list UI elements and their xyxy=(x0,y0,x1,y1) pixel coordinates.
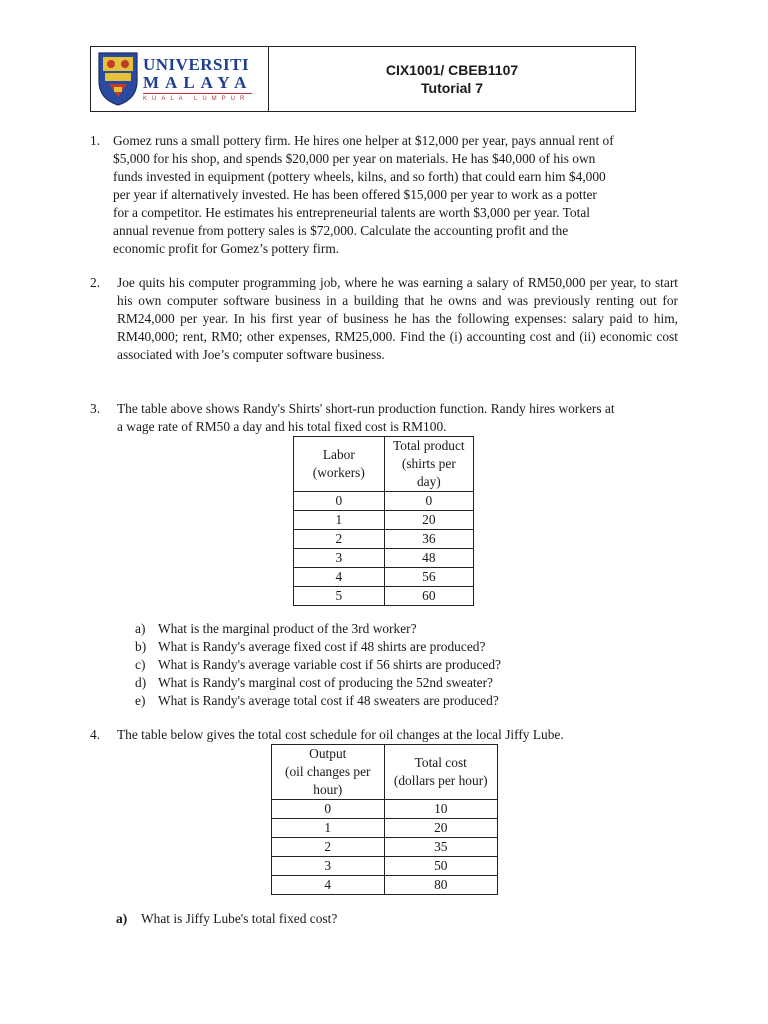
subquestion xyxy=(135,656,501,674)
table-row xyxy=(272,857,498,876)
header-line: Total cost xyxy=(414,755,467,770)
header-line: Output xyxy=(309,746,347,761)
subquestion-label: e) xyxy=(135,693,146,708)
subquestion xyxy=(135,692,501,710)
subquestion-text: What is Jiffy Lube's total fixed cost? xyxy=(141,911,338,926)
table-cell: 1 xyxy=(272,819,385,838)
question-1 xyxy=(90,132,678,258)
table-cell: 3 xyxy=(294,549,385,568)
text-line: for a competitor. He estimates his entrepreneurial talents are worth $3,000 per year. Total xyxy=(113,205,590,220)
question-3 xyxy=(90,400,678,436)
table-header-output xyxy=(272,745,385,800)
question-4-subquestions xyxy=(116,910,337,928)
subquestion xyxy=(135,620,501,638)
text-line: per year if alternatively invested. He has been offered $15,000 per year to work as a potter xyxy=(113,187,597,202)
table-cell: 60 xyxy=(384,587,473,606)
subquestion xyxy=(135,638,501,656)
table-row xyxy=(294,530,474,549)
subquestion xyxy=(116,910,337,928)
table-cell: 2 xyxy=(294,530,385,549)
subquestion-label: d) xyxy=(135,675,147,690)
text-line: Gomez runs a small pottery firm. He hires one helper at $12,000 per year, pays annual rent of xyxy=(113,133,614,148)
table-cell: 4 xyxy=(294,568,385,587)
course-code: CIX1001/ CBEB1107 xyxy=(385,62,519,78)
table-row xyxy=(294,492,474,511)
subquestion-text: What is Randy's average variable cost if 56 shirts are produced? xyxy=(158,657,502,672)
text-line: $5,000 for his shop, and spends $20,000 per year on materials. He has $40,000 of his own xyxy=(113,151,596,166)
table-header-row xyxy=(294,437,474,492)
table-cell: 0 xyxy=(384,492,473,511)
table-cell: 50 xyxy=(384,857,497,876)
question-1-text xyxy=(113,132,678,258)
table-cell: 5 xyxy=(294,587,385,606)
production-table xyxy=(293,436,474,606)
subquestion-label: a) xyxy=(135,621,146,636)
subquestion-text: What is Randy's marginal cost of producing the 52nd sweater? xyxy=(158,675,493,690)
university-wordmark xyxy=(143,56,252,103)
table-header-total-product xyxy=(384,437,473,492)
text-line: funds invested in equipment (pottery wheels, kilns, and so forth) that could earn him $4,000 xyxy=(113,169,606,184)
university-logo xyxy=(91,47,269,111)
table-row xyxy=(272,800,498,819)
header-line: (oil changes per xyxy=(285,764,371,779)
cost-table xyxy=(271,744,498,895)
table-cell: 0 xyxy=(272,800,385,819)
table-row xyxy=(272,838,498,857)
table-cell: 4 xyxy=(272,876,385,895)
document-header xyxy=(90,46,636,112)
logo-line-1: UNIVERSITI xyxy=(143,54,250,74)
logo-line-2: MALAYA xyxy=(143,72,253,92)
subquestion-text: What is Randy's average fixed cost if 48 shirts are produced? xyxy=(158,639,486,654)
question-2 xyxy=(90,274,678,364)
table-row xyxy=(294,511,474,530)
header-title xyxy=(269,47,635,111)
subquestion-label: c) xyxy=(135,657,146,672)
text-line: The table above shows Randy's Shirts' short-run production function. Randy hires workers at xyxy=(117,401,615,416)
table-cell: 10 xyxy=(384,800,497,819)
table-row xyxy=(294,549,474,568)
crest-icon xyxy=(97,51,139,107)
header-line: Total product xyxy=(393,438,465,453)
question-number: 4. xyxy=(90,727,101,742)
table-cell: 48 xyxy=(384,549,473,568)
text-line: annual revenue from pottery sales is $72,000. Calculate the accounting profit and the xyxy=(113,223,569,238)
logo-line-3: KUALA LUMPUR xyxy=(143,93,252,103)
subquestion xyxy=(135,674,501,692)
header-line: Labor xyxy=(322,447,355,462)
table-cell: 80 xyxy=(384,876,497,895)
subquestion-label: a) xyxy=(116,911,128,926)
table-row xyxy=(294,587,474,606)
table-cell: 56 xyxy=(384,568,473,587)
question-number: 3. xyxy=(90,401,101,416)
question-4-text: The table below gives the total cost schedule for oil changes at the local Jiffy Lube. xyxy=(117,727,564,742)
subquestion-label: b) xyxy=(135,639,147,654)
table-row xyxy=(272,819,498,838)
question-3-subquestions xyxy=(135,620,501,710)
table-cell: 0 xyxy=(294,492,385,511)
question-4 xyxy=(90,726,678,744)
text-line: a wage rate of RM50 a day and his total fixed cost is RM100. xyxy=(117,419,447,434)
header-line: (workers) xyxy=(312,465,365,480)
table-cell: 2 xyxy=(272,838,385,857)
table-cell: 3 xyxy=(272,857,385,876)
header-line: day) xyxy=(416,474,441,489)
table-cell: 20 xyxy=(384,819,497,838)
subquestion-text: What is the marginal product of the 3rd worker? xyxy=(158,621,417,636)
question-2-text: Joe quits his computer programming job, where he was earning a salary of RM50,000 per year, to start his own computer software business in a building that he owns and was previously renting out for RM24,000 per year. In his first year of business he has the following expenses: salary paid to him, RM40,000; rent, RM0; other expenses, RM25,000. Find the (i) accounting cost and (ii) economic cost associated with Joe’s computer software business. xyxy=(117,275,678,362)
table-row xyxy=(272,876,498,895)
table-header-row xyxy=(272,745,498,800)
table-cell: 36 xyxy=(384,530,473,549)
header-line: (shirts per xyxy=(401,456,456,471)
header-line: hour) xyxy=(313,782,343,797)
table-row xyxy=(294,568,474,587)
question-3-text xyxy=(117,400,678,436)
subquestion-text: What is Randy's average total cost if 48 sweaters are produced? xyxy=(158,693,499,708)
table-cell: 35 xyxy=(384,838,497,857)
table-header-total-cost xyxy=(384,745,497,800)
header-line: (dollars per hour) xyxy=(393,773,488,788)
table-header-labor xyxy=(294,437,385,492)
table-cell: 20 xyxy=(384,511,473,530)
table-cell: 1 xyxy=(294,511,385,530)
tutorial-title: Tutorial 7 xyxy=(421,80,483,96)
text-line: economic profit for Gomez’s pottery firm. xyxy=(113,241,340,256)
question-number: 1. xyxy=(90,133,101,148)
question-number: 2. xyxy=(90,275,101,290)
